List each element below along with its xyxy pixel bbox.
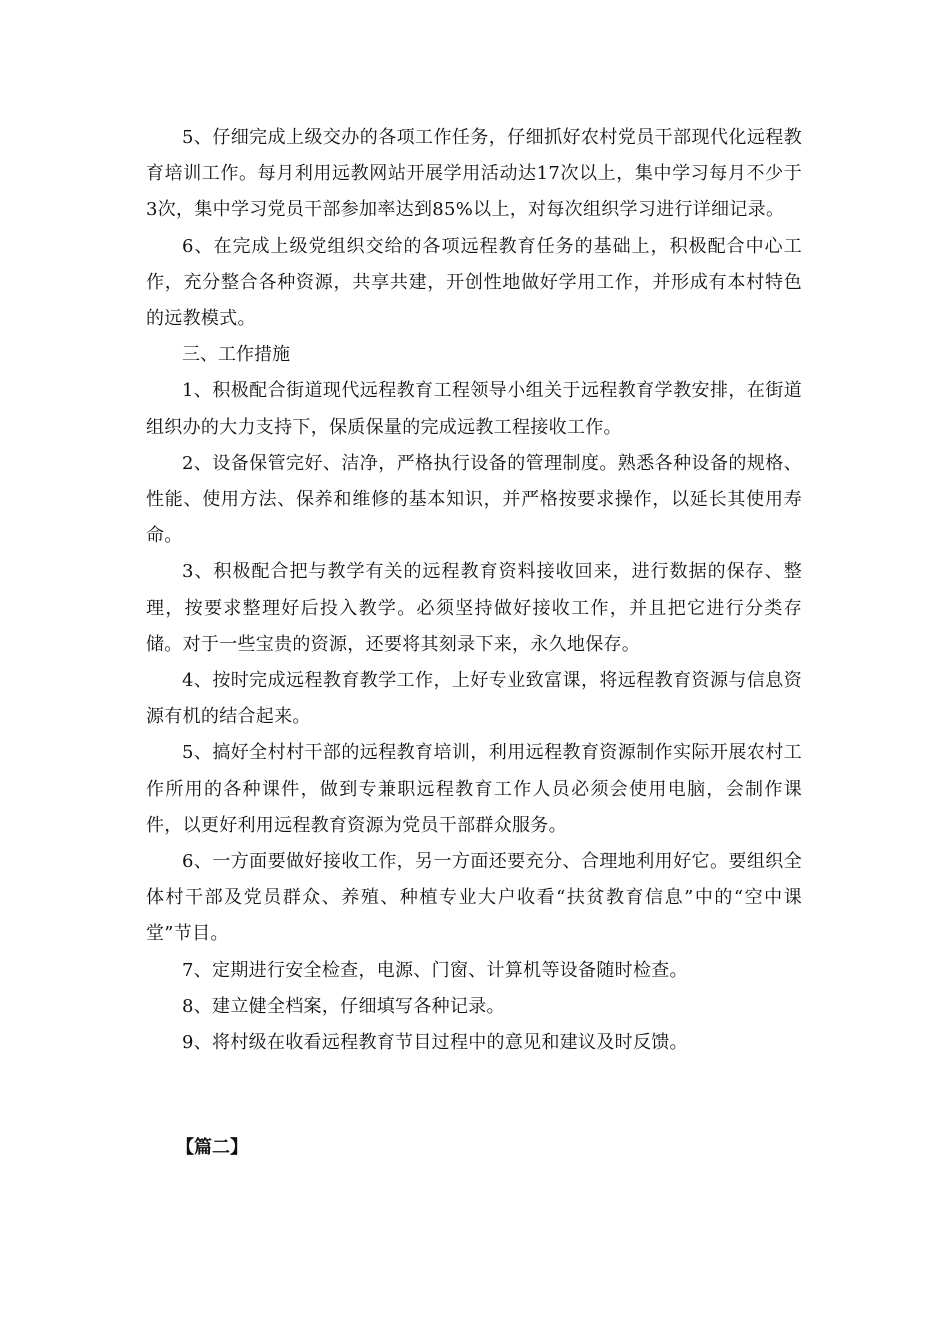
document-body bbox=[146, 120, 802, 1061]
section-heading-measures: 三、工作措施 bbox=[182, 344, 290, 366]
measure-item-7: 7、定期进行安全检查，电源、门窗、计算机等设备随时检查。 bbox=[182, 959, 688, 981]
measure-item-3: 3、积极配合把与教学有关的远程教育资料接收回来，进行数据的保存、整理，按要求整理好后投入教学。必须坚持做好接收工作，并且把它进行分类存储。对于一些宝贵的资源，还要将其刻录下来，永久地保存。 bbox=[146, 561, 802, 655]
part-title: 【篇二】 bbox=[176, 1137, 248, 1158]
measure-item-4: 4、按时完成远程教育教学工作，上好专业致富课，将远程教育资源与信息资源有机的结合起来。 bbox=[146, 670, 802, 728]
measure-item-1: 1、积极配合街道现代远程教育工程领导小组关于远程教育学教安排，在街道组织办的大力支持下，保质保量的完成远教工程接收工作。 bbox=[146, 380, 802, 438]
paragraph-item-5: 5、仔细完成上级交办的各项工作任务，仔细抓好农村党员干部现代化远程教育培训工作。每月利用远教网站开展学用活动达17次以上，集中学习每月不少于3次，集中学习党员干部参加率达到85%以上，对每次组织学习进行详细记录。 bbox=[146, 127, 802, 221]
paragraph-item-6: 6、在完成上级党组织交给的各项远程教育任务的基础上，积极配合中心工作，充分整合各种资源，共享共建，开创性地做好学用工作，并形成有本村特色的远教模式。 bbox=[146, 235, 802, 330]
measure-item-2: 2、设备保管完好、洁净，严格执行设备的管理制度。熟悉各种设备的规格、性能、使用方法、保养和维修的基本知识，并严格按要求操作，以延长其使用寿命。 bbox=[146, 452, 802, 547]
measure-item-5: 5、搞好全村村干部的远程教育培训，利用远程教育资源制作实际开展农村工作所用的各种课件，做到专兼职远程教育工作人员必须会使用电脑，会制作课件，以更好利用远程教育资源为党员干部群众服务。 bbox=[146, 742, 802, 836]
measure-item-6: 6、一方面要做好接收工作，另一方面还要充分、合理地利用好它。要组织全体村干部及党员群众、养殖、种植专业大户收看“扶贫教育信息”中的“空中课堂”节目。 bbox=[146, 851, 802, 945]
measure-item-8: 8、建立健全档案，仔细填写各种记录。 bbox=[182, 995, 505, 1017]
measure-item-9: 9、将村级在收看远程教育节目过程中的意见和建议及时反馈。 bbox=[182, 1032, 688, 1054]
